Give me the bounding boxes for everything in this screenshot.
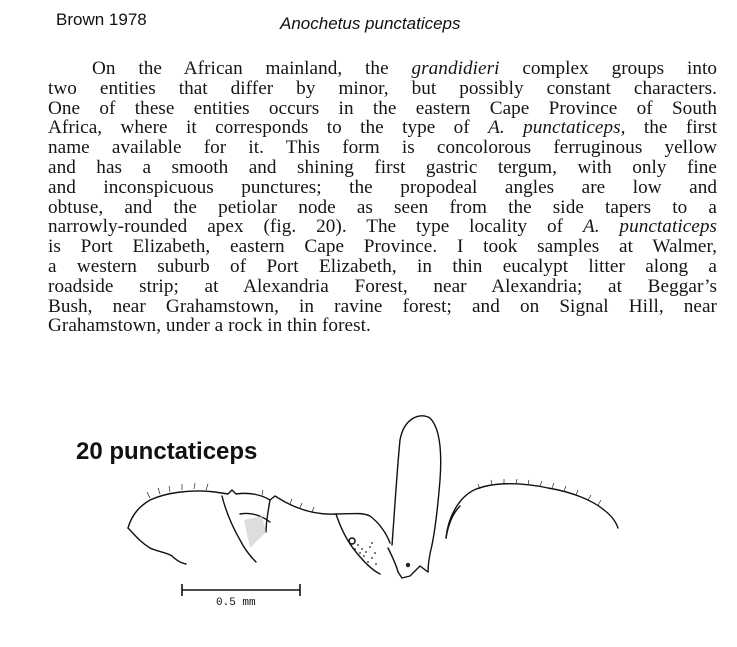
gaster-outline: [446, 484, 618, 538]
text-line: One of these entities occurs in the eastern Cape Province of South: [48, 97, 717, 119]
scale-bar-label: 0.5 mm: [216, 597, 256, 609]
text-line: is Port Elizabeth, eastern Cape Province. I took samples at Walmer,: [48, 236, 717, 258]
scale-bar: [182, 584, 300, 596]
pilosity-gaster: [478, 479, 601, 505]
header-author-year: Brown 1978: [56, 10, 147, 29]
header-species-name: Anochetus punctaticeps: [280, 14, 461, 33]
text-line: obtuse, and the petiolar node as seen from the side tapers to a: [48, 196, 717, 218]
spiracle-ring: [349, 538, 355, 544]
text-line: and inconspicuous punctures; the propodeal angles are low and: [48, 176, 717, 198]
petiole-subprocess: [398, 566, 428, 578]
text-line: name available for it. This form is concolorous ferruginous yellow: [48, 137, 717, 159]
pilosity-mesosoma: [147, 483, 314, 512]
text-line: narrowly-rounded apex (fig. 20). The type locality of A. punctaticeps: [48, 216, 718, 238]
text-line: Africa, where it corresponds to the type of A. punctaticeps, the first: [48, 117, 717, 139]
mesosoma-lower-left: [128, 528, 186, 564]
petiole-node: [392, 416, 441, 545]
sculpture-stipple: [354, 542, 410, 567]
petiole-base: [388, 545, 432, 572]
text-line: On the African mainland, the grandidieri complex groups into: [92, 58, 718, 79]
text-line: Grahamstown, under a rock in thin forest.: [48, 315, 371, 337]
text-line: roadside strip; at Alexandria Forest, near Alexandria; at Beggar’s: [48, 275, 717, 297]
mesonotal-suture: [266, 500, 270, 532]
text-line: and has a smooth and shining first gastric tergum, with only fine: [48, 156, 717, 178]
gaster-inner: [446, 506, 460, 538]
propodeal-face: [336, 514, 380, 574]
text-line: a western suburb of Port Elizabeth, in thin eucalypt litter along a: [48, 255, 717, 277]
pronotal-shading: [244, 516, 266, 548]
text-line: Bush, near Grahamstown, in ravine forest; and on Signal Hill, near: [48, 295, 717, 317]
figure-label: 20 punctaticeps: [76, 438, 258, 465]
text-line: two entities that differ by minor, but possibly constant characters.: [48, 77, 717, 99]
